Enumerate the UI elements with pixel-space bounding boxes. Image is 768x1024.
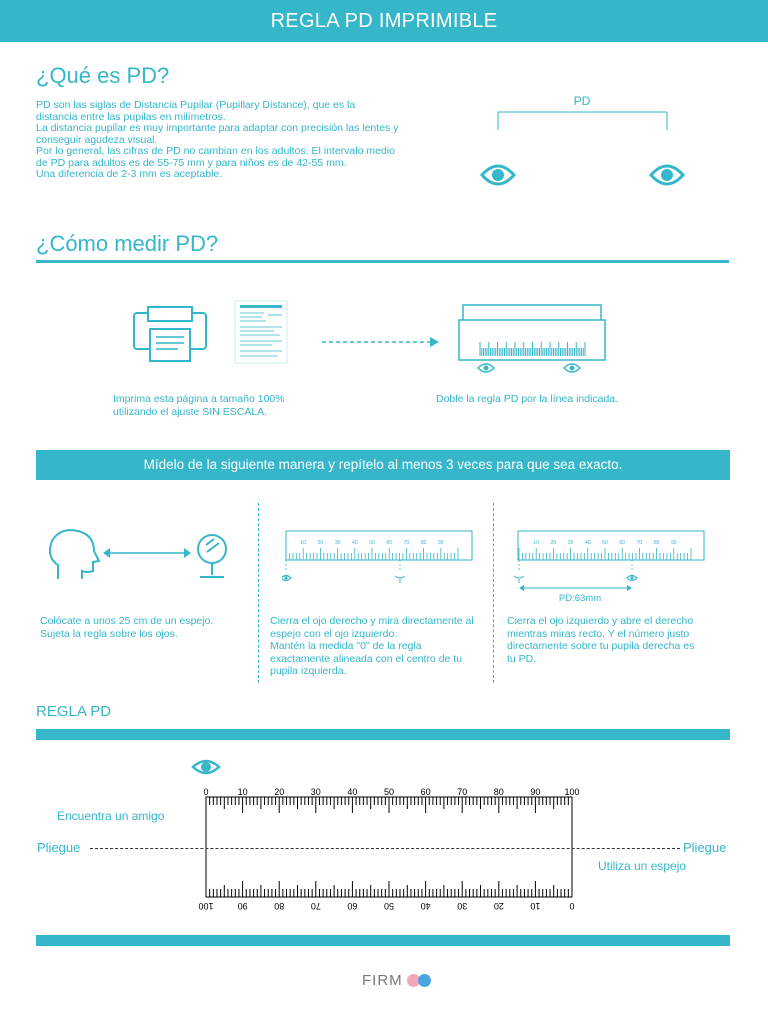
mini-ruler-label: 10 xyxy=(300,540,306,546)
eye-icon xyxy=(282,576,291,581)
mini-ruler-label: 50 xyxy=(369,540,375,546)
page-header: REGLA PD IMPRIMIBLE xyxy=(0,0,768,42)
brand-logo xyxy=(362,972,403,989)
step-a-line: Sujeta la regla sobre los ojos. xyxy=(40,627,178,640)
ruler-bottom-bar xyxy=(36,935,730,946)
ruler-label: 70 xyxy=(310,901,321,911)
ruler-label: 0 xyxy=(203,787,209,797)
pd-example-label: PD:63mm xyxy=(558,593,602,604)
mini-ruler-c xyxy=(512,530,712,610)
step-fold-text: Doble la regla PD por la línea indicada. xyxy=(436,393,619,405)
eye-icon xyxy=(191,756,221,780)
what-line: Una diferencia de 2-3 mm es aceptable. xyxy=(36,168,223,180)
ruler-label: 60 xyxy=(347,901,358,911)
mirror-icon xyxy=(198,535,226,577)
eye-icon xyxy=(564,364,580,372)
step-a-text xyxy=(40,615,213,640)
what-line: PD son las siglas de Distancia Pupilar (Pupillary Distance), que es la xyxy=(36,99,356,111)
friend-label: Encuentra un amigo xyxy=(57,809,165,823)
ruler-label: 70 xyxy=(457,787,468,797)
pd-ruler xyxy=(190,783,590,918)
ruler-label: 30 xyxy=(310,787,321,797)
step-b-text xyxy=(270,615,490,678)
step-c-line: tu PD. xyxy=(507,652,537,665)
ruler-label: 90 xyxy=(530,787,541,797)
what-line: La distancia pupilar es muy importante para adaptar con precisión las lentes y xyxy=(36,122,399,134)
document-thumbnail-icon xyxy=(234,300,288,364)
what-line: distancia entre las pupilas en milímetros. xyxy=(36,110,226,123)
mini-ruler-label: 70 xyxy=(403,540,410,546)
ruler-label: 10 xyxy=(530,901,541,911)
pd-diagram xyxy=(470,85,710,195)
section-divider xyxy=(36,260,729,263)
what-line: de PD para adultos es de 55-75 mm y para niños es de 42-55 mm. xyxy=(36,156,347,169)
pd-label: PD xyxy=(573,94,591,108)
step-print-line: utilizando el ajuste SIN ESCALA. xyxy=(113,405,268,418)
ruler-label: 100 xyxy=(198,901,214,911)
what-line: conseguir agudeza visual. xyxy=(36,133,158,146)
ruler-section-title: REGLA PD xyxy=(36,703,112,720)
section-title-what: ¿Qué es PD? xyxy=(36,63,170,88)
eye-icon xyxy=(627,576,637,581)
closed-eye-icon xyxy=(395,576,405,583)
fold-label-right: Pliegue xyxy=(683,840,727,855)
mini-ruler-b xyxy=(282,530,477,590)
step-c-line: directamente sobre tu pupila derecha es xyxy=(507,640,695,652)
mini-ruler-label: 70 xyxy=(636,540,643,546)
mini-ruler-label: 30 xyxy=(567,540,574,546)
mini-ruler-label: 40 xyxy=(585,540,591,546)
ruler-label: 40 xyxy=(347,787,358,797)
fold-line xyxy=(90,848,680,849)
left-eye-icon xyxy=(482,166,514,184)
step-print-line: Imprima esta página a tamaño 100% xyxy=(113,393,285,405)
what-line: Por lo general, las cifras de PD no cambian en los adultos. El intervalo medio xyxy=(36,145,395,157)
printer-icon xyxy=(130,305,210,365)
closed-eye-icon xyxy=(514,576,524,583)
mini-ruler-label: 40 xyxy=(352,540,358,546)
mini-ruler-label: 30 xyxy=(334,540,341,546)
ruler-label: 10 xyxy=(237,787,248,797)
mini-ruler-label: 60 xyxy=(386,540,392,546)
ruler-label: 80 xyxy=(493,787,504,797)
right-eye-icon xyxy=(651,166,683,184)
column-separator xyxy=(258,503,259,683)
step-b-line: exactamente alineada con el centro de tu xyxy=(270,652,463,665)
ruler-label: 50 xyxy=(383,901,395,911)
ruler-label: 20 xyxy=(493,901,504,911)
mini-ruler-label: 80 xyxy=(420,540,427,546)
logo-circle-blue xyxy=(418,974,431,987)
step-c-text xyxy=(507,615,727,665)
instruction-banner: Mídelo de la siguiente manera y repítelo al menos 3 veces para que sea exacto. xyxy=(36,450,730,480)
mini-ruler-label: 90 xyxy=(671,540,677,546)
ruler-label: 60 xyxy=(420,787,431,797)
mini-ruler-label: 60 xyxy=(619,540,625,546)
mirror-label: Utiliza un espejo xyxy=(598,859,687,873)
mini-ruler-label: 90 xyxy=(438,540,444,546)
step-b-line: Cierra el ojo derecho y mira directamente al xyxy=(270,615,474,627)
face-mirror-illustration xyxy=(44,527,244,587)
mini-ruler-label: 20 xyxy=(550,540,557,546)
ruler-label: 20 xyxy=(274,787,285,797)
mini-ruler-label: 20 xyxy=(317,540,324,546)
step-b-line: Mantén la medida "0" de la regla xyxy=(270,640,422,652)
mini-ruler-label: 80 xyxy=(653,540,660,546)
folded-ruler-illustration xyxy=(458,304,608,378)
what-description xyxy=(36,100,456,181)
ruler-label: 80 xyxy=(274,901,285,911)
arrow-right-icon xyxy=(322,336,442,348)
fold-label-left: Pliegue xyxy=(37,840,81,855)
mini-ruler-label: 10 xyxy=(533,540,539,546)
step-b-line: espejo con el ojo izquierdo. xyxy=(270,627,398,640)
ruler-label: 100 xyxy=(564,787,580,797)
face-icon xyxy=(50,530,99,579)
ruler-top-bar xyxy=(36,729,730,740)
step-b-line: pupila izquierda. xyxy=(270,665,347,677)
step-c-line: mientras miras recto. Y el número justo xyxy=(507,627,690,640)
eye-icon xyxy=(478,364,494,372)
ruler-label: 90 xyxy=(237,901,248,911)
mini-ruler-label: 50 xyxy=(602,540,608,546)
brand-text: FIRM xyxy=(362,972,403,989)
step-print-text xyxy=(113,393,285,418)
ruler-label: 50 xyxy=(383,787,395,797)
column-separator xyxy=(493,503,494,683)
step-a-line: Colócate a unos 25 cm de un espejo. xyxy=(40,615,214,627)
ruler-label: 30 xyxy=(457,901,468,911)
ruler-label: 40 xyxy=(420,901,431,911)
step-c-line: Cierra el ojo izquierdo y abre el derecho xyxy=(507,615,694,627)
section-title-how: ¿Cómo medir PD? xyxy=(36,231,219,256)
ruler-label: 0 xyxy=(569,901,575,911)
